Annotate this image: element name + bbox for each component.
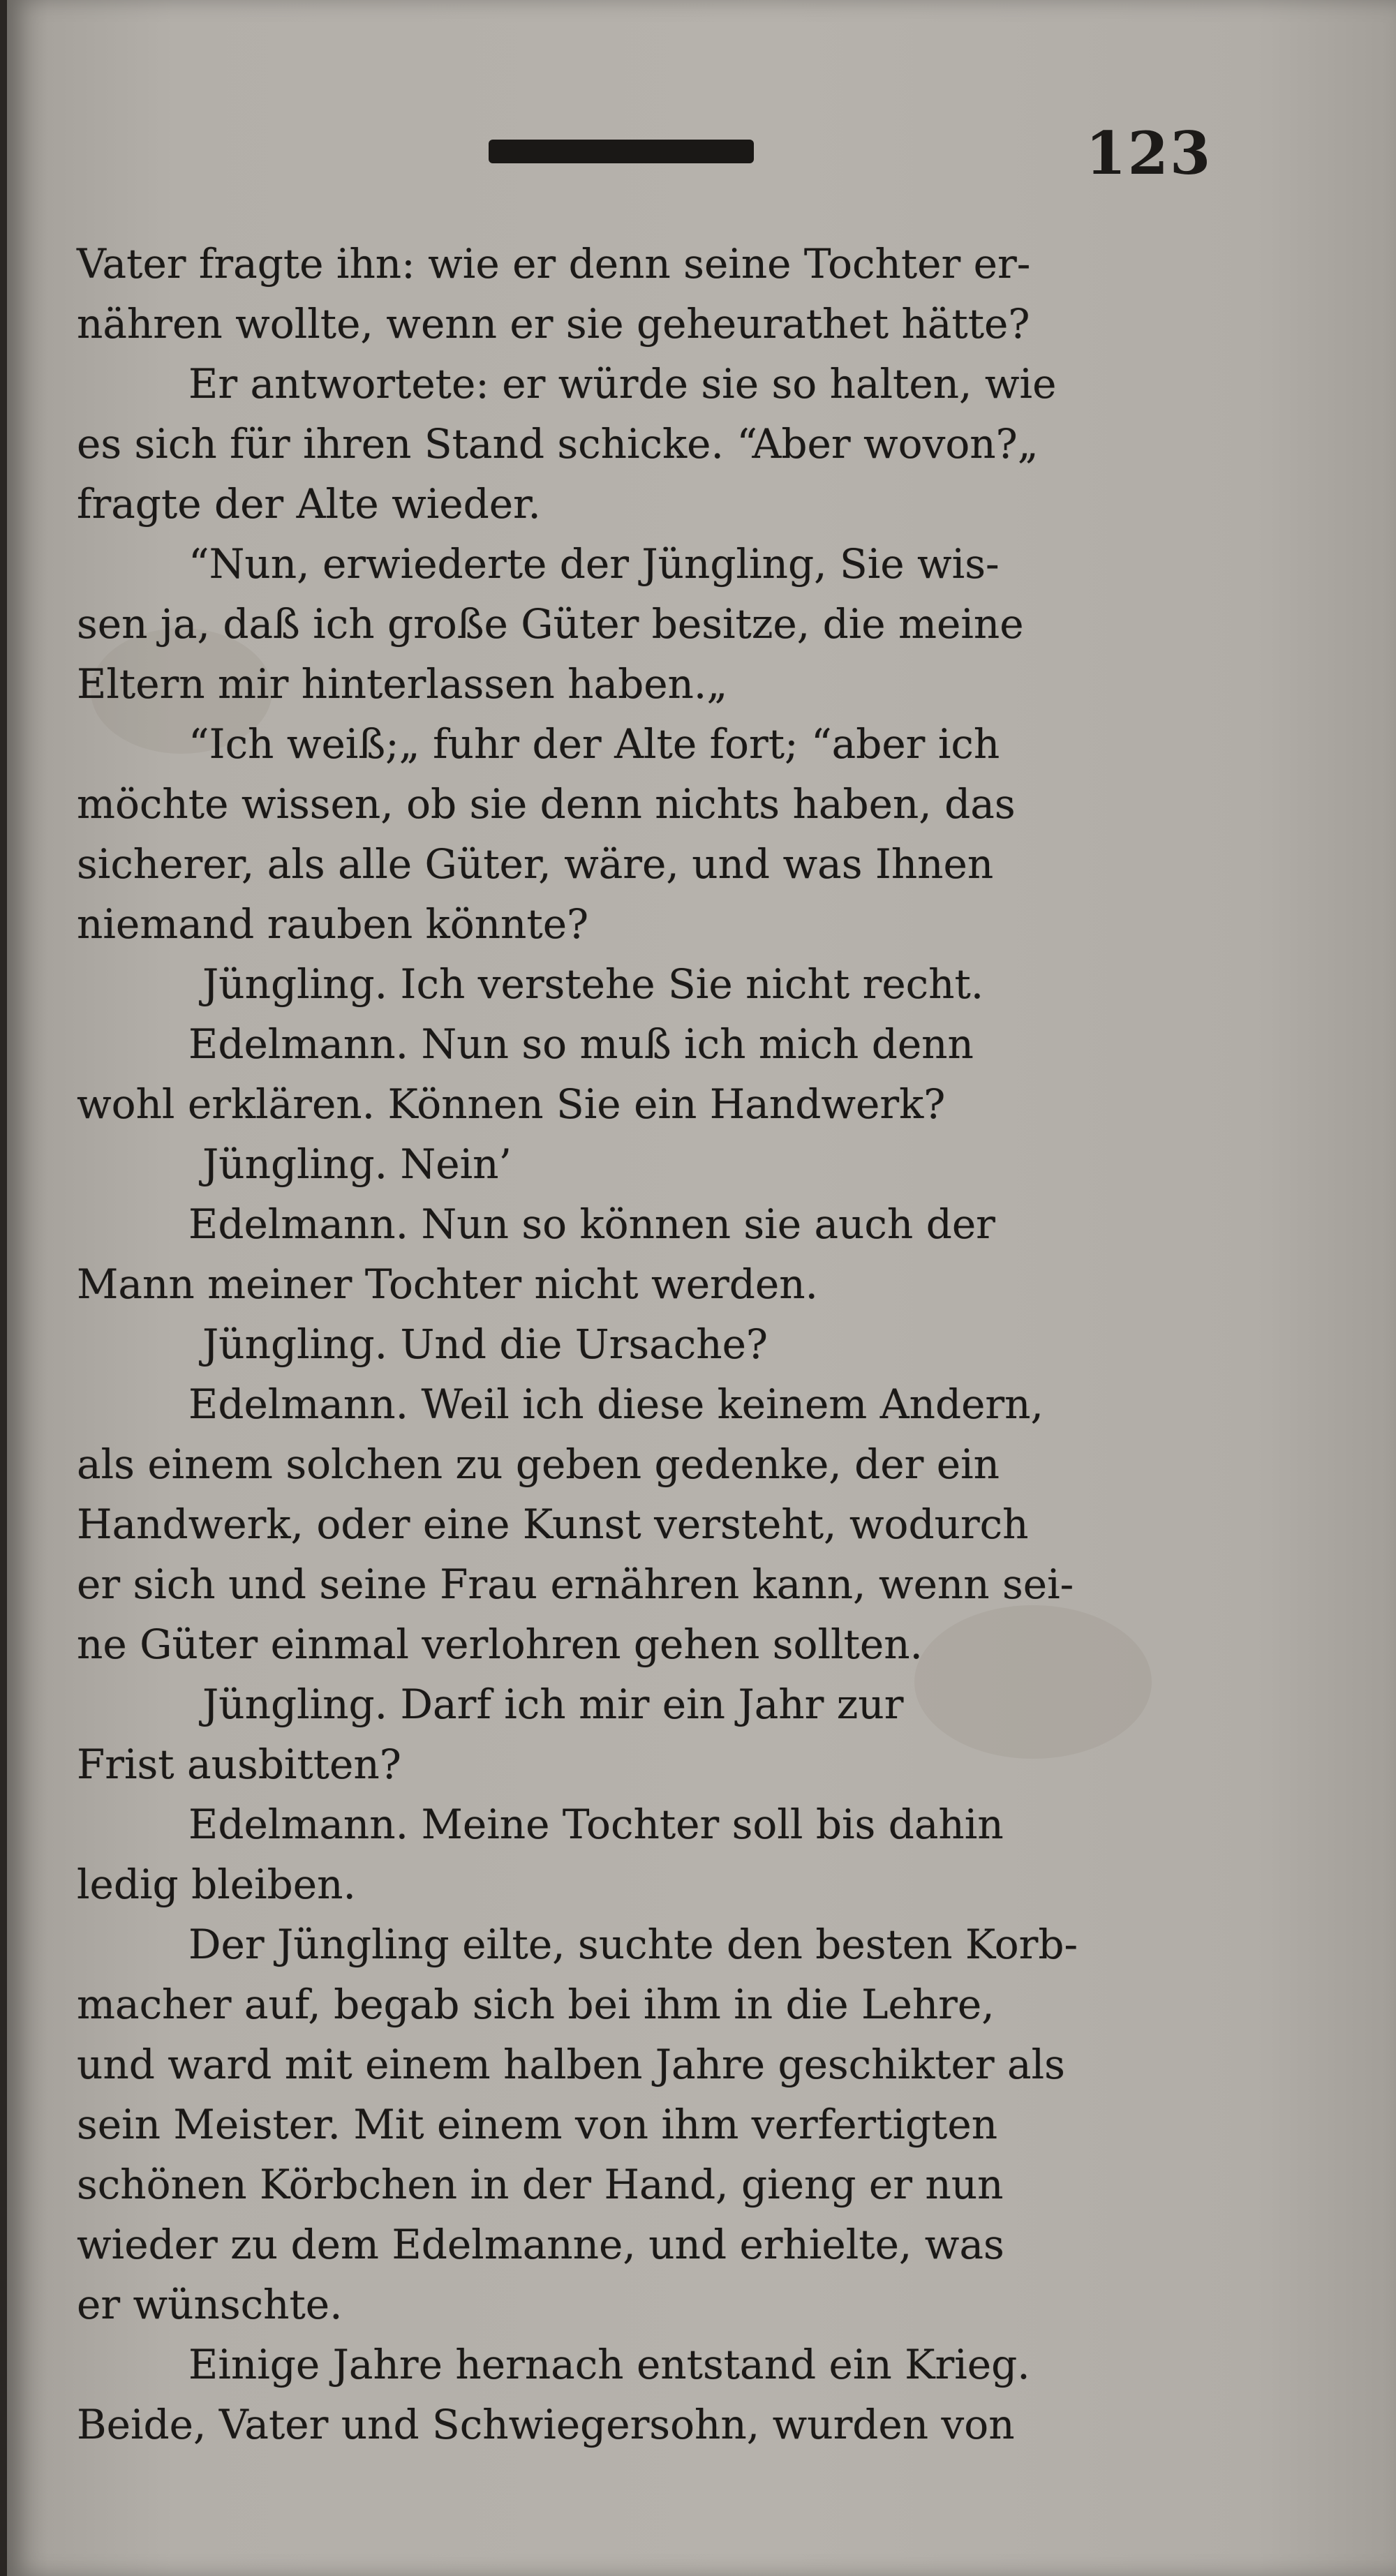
text-line: wieder zu dem Edelmanne, und erhielte, was bbox=[77, 2221, 1004, 2268]
text-line: Der Jüngling eilte, suchte den besten Korb- bbox=[188, 1921, 1078, 1968]
text-line: er sich und seine Frau ernähren kann, wenn sei- bbox=[77, 1561, 1074, 1608]
text-line: Mann meiner Tochter nicht werden. bbox=[77, 1260, 818, 1308]
text-line: Einige Jahre hernach entstand ein Krieg. bbox=[188, 2341, 1030, 2388]
paper-stain bbox=[914, 1605, 1152, 1759]
text-line: Jüngling. Und die Ursache? bbox=[202, 1320, 768, 1368]
text-line: ledig bleiben. bbox=[77, 1861, 356, 1908]
text-line: sein Meister. Mit einem von ihm verfertigten bbox=[77, 2101, 998, 2148]
book-page bbox=[7, 0, 1396, 2576]
text-line: und ward mit einem halben Jahre geschikter als bbox=[77, 2041, 1065, 2088]
text-line: Handwerk, oder eine Kunst versteht, wodurch bbox=[77, 1501, 1029, 1548]
text-line: Beide, Vater und Schwiegersohn, wurden von bbox=[77, 2401, 1015, 2448]
text-line: sen ja, daß ich große Güter besitze, die meine bbox=[77, 600, 1024, 648]
text-line: macher auf, begab sich bei ihm in die Lehre, bbox=[77, 1981, 995, 2028]
text-line: er wünschte. bbox=[77, 2281, 343, 2328]
page-number: 123 bbox=[1085, 119, 1212, 188]
text-line: Frist ausbitten? bbox=[77, 1741, 401, 1788]
text-line: es sich für ihren Stand schicke. “Aber wovon?„ bbox=[77, 420, 1039, 468]
text-line: Edelmann. Nun so muß ich mich denn bbox=[188, 1020, 974, 1068]
text-line: nähren wollte, wenn er sie geheurathet hätte? bbox=[77, 300, 1030, 348]
header-rule bbox=[489, 140, 754, 163]
text-line: “Ich weiß;„ fuhr der Alte fort; “aber ich bbox=[188, 720, 1000, 768]
text-line: möchte wissen, ob sie denn nichts haben, das bbox=[77, 780, 1016, 828]
text-line: Edelmann. Weil ich diese keinem Andern, bbox=[188, 1380, 1044, 1428]
text-line: ne Güter einmal verlohren gehen sollten. bbox=[77, 1621, 923, 1668]
text-line: Edelmann. Nun so können sie auch der bbox=[188, 1200, 995, 1248]
text-line: als einem solchen zu geben gedenke, der ein bbox=[77, 1440, 1000, 1488]
text-line: wohl erklären. Können Sie ein Handwerk? bbox=[77, 1080, 946, 1128]
text-line: Jüngling. Ich verstehe Sie nicht recht. bbox=[202, 960, 984, 1008]
text-line: niemand rauben könnte? bbox=[77, 900, 589, 948]
text-line: “Nun, erwiederte der Jüngling, Sie wis- bbox=[188, 540, 1000, 588]
text-line: Eltern mir hinterlassen haben.„ bbox=[77, 660, 728, 708]
text-line: fragte der Alte wieder. bbox=[77, 480, 541, 528]
text-line: Vater fragte ihn: wie er denn seine Tochter er- bbox=[77, 240, 1031, 288]
text-line: sicherer, als alle Güter, wäre, und was Ihnen bbox=[77, 840, 994, 888]
text-line: Er antwortete: er würde sie so halten, wie bbox=[188, 360, 1057, 408]
text-line: Jüngling. Nein’ bbox=[202, 1140, 512, 1188]
text-line: schönen Körbchen in der Hand, gieng er nun bbox=[77, 2161, 1004, 2208]
text-line: Jüngling. Darf ich mir ein Jahr zur bbox=[202, 1681, 904, 1728]
text-line: Edelmann. Meine Tochter soll bis dahin bbox=[188, 1801, 1004, 1848]
